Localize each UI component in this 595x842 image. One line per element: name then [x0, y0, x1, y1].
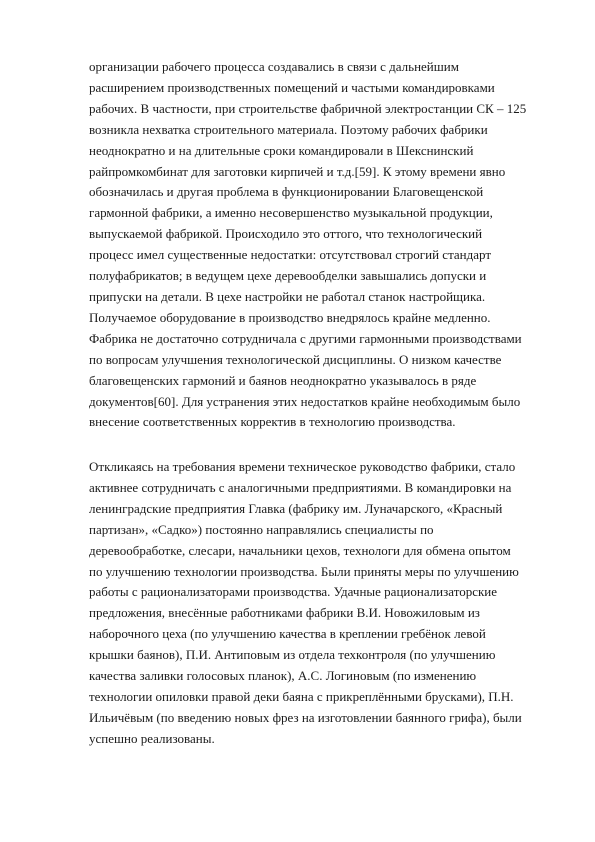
text-line: успешно реализованы. — [89, 730, 215, 746]
text-line: деревообработке, слесари, начальники цехов, технологи для обмена опытом — [89, 542, 511, 558]
text-line: предложения, внесённые работниками фабрики В.И. Новожиловым из — [89, 605, 480, 621]
text-line: рабочих. В частности, при строительстве фабричной электростанции СК – 125 — [89, 100, 527, 116]
text-line: активнее сотрудничать с аналогичными предприятиями. В командировки на — [89, 479, 512, 495]
text-line: Ильичёвым (по введению новых фрез на изготовлении баянного грифа), были — [89, 709, 522, 725]
text-line: возникла нехватка строительного материала. Поэтому рабочих фабрики — [89, 121, 488, 137]
text-line: припуски на детали. В цехе настройки не работал станок настройщика. — [89, 288, 486, 304]
text-line: райпромкомбинат для заготовки кирпичей и т.д.[59]. К этому времени явно — [89, 163, 506, 179]
text-line: организации рабочего процесса создавались в связи с дальнейшим — [89, 59, 459, 74]
paragraph-2 — [89, 457, 559, 750]
text-line: работы с рационализаторами производства. Удачные рационализаторские — [89, 584, 498, 600]
text-line: документов[60]. Для устранения этих недостатков крайне необходимым было — [89, 393, 521, 409]
text-line: Получаемое оборудование в производство внедрялось крайне медленно. — [89, 309, 491, 325]
text-line: по улучшению технологии производства. Были приняты меры по улучшению — [89, 563, 519, 579]
text-line: Откликаясь на требования времени техническое руководство фабрики, стало — [89, 459, 516, 474]
text-line: Фабрика не достаточно сотрудничала с другими гармонными производствами — [89, 330, 522, 346]
text-line: качества заливки голосовых планок), А.С. Логиновым (по изменению — [89, 668, 477, 684]
text-line: выпускаемой фабрикой. Происходило это оттого, что технологический — [89, 226, 483, 242]
text-line: ленинградские предприятия Главка (фабрику им. Луначарского, «Красный — [89, 500, 503, 516]
text-line: гармонной фабрики, а именно несовершенство музыкальной продукции, — [89, 205, 493, 221]
text-line: благовещенских гармоний и баянов неоднократно указывалось в ряде — [89, 372, 477, 388]
paragraph-1 — [89, 57, 559, 433]
text-line: процесс имел существенные недостатки: отсутствовал строгий стандарт — [89, 247, 492, 263]
text-line: неоднократно и на длительные сроки командировали в Шекснинский — [89, 142, 474, 158]
text-line: крышки баянов), П.И. Антиповым из отдела техконтроля (по улучшению — [89, 647, 496, 663]
text-line: технологии опиловки правой деки баяна с прикреплёнными брусками), П.Н. — [89, 688, 514, 704]
text-line: партизан», «Садко») постоянно направлялись специалисты по — [89, 521, 434, 537]
text-line: внесение соответственных корректив в технологию производства. — [89, 414, 456, 430]
text-line: полуфабрикатов; в ведущем цехе деревообделки завышались допуски и — [89, 268, 487, 284]
text-line: по вопросам улучшения технологической дисциплины. О низком качестве — [89, 351, 502, 367]
text-line: обозначилась и другая проблема в функционировании Благовещенской — [89, 184, 484, 200]
text-line: расширением производственных помещений и частыми командировками — [89, 79, 495, 95]
text-line: наборочного цеха (по улучшению качества в креплении гребёнок левой — [89, 626, 486, 642]
